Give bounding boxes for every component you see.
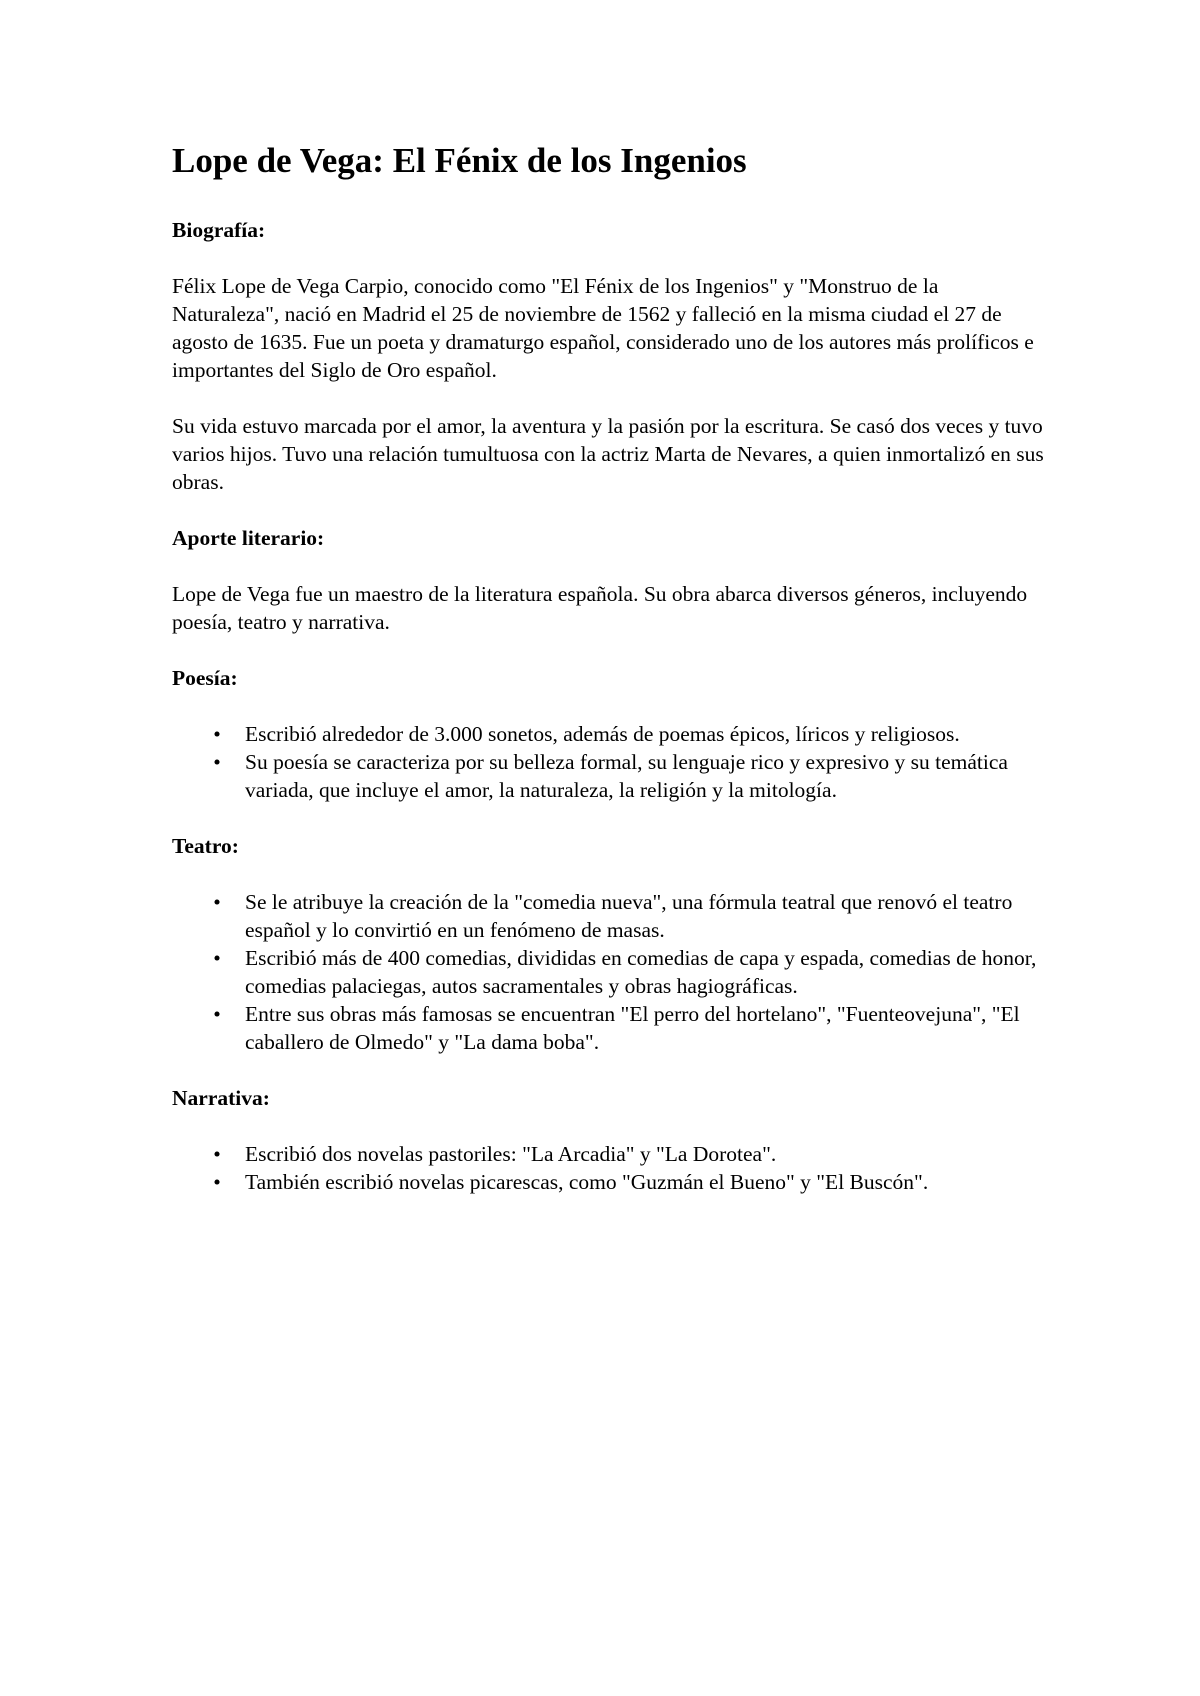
bullet-icon: •	[213, 1002, 221, 1026]
bullet-icon: •	[213, 946, 221, 970]
biografia-paragraph-1: Félix Lope de Vega Carpio, conocido como "El Fénix de los Ingenios" y "Monstruo de la Naturaleza", nació en Madrid el 25 de noviembre de 1562 y falleció en la misma ciudad el 27 de agosto de 1635. Fue un poeta y dramaturgo español, considerado uno de los autores más prolíficos e importantes del Siglo de Oro español.	[172, 274, 1034, 382]
section-heading-aporte-literario: Aporte literario:	[172, 526, 325, 550]
section-heading-teatro: Teatro:	[172, 834, 239, 858]
list-item-text: Escribió dos novelas pastoriles: "La Arcadia" y "La Dorotea".	[245, 1142, 777, 1166]
narrativa-list	[172, 1140, 1044, 1196]
poesia-list	[172, 720, 1044, 804]
list-item	[172, 1140, 1044, 1168]
list-item	[172, 1168, 1044, 1196]
bullet-icon: •	[213, 722, 221, 746]
list-item	[172, 720, 1044, 748]
aporte-literario-paragraph: Lope de Vega fue un maestro de la literatura española. Su obra abarca diversos géneros, incluyendo poesía, teatro y narrativa.	[172, 582, 1028, 634]
list-item-text: Entre sus obras más famosas se encuentran "El perro del hortelano", "Fuenteovejuna", "El caballero de Olmedo" y "La dama boba".	[245, 1002, 1020, 1054]
list-item-text: Escribió más de 400 comedias, divididas en comedias de capa y espada, comedias de honor, comedias palaciegas, autos sacramentales y obras hagiográficas.	[245, 946, 1037, 998]
bullet-icon: •	[213, 890, 221, 914]
document-page	[172, 140, 1044, 1224]
bullet-icon: •	[213, 1142, 221, 1166]
bullet-icon: •	[213, 1170, 221, 1194]
list-item-text: También escribió novelas picarescas, como "Guzmán el Bueno" y "El Buscón".	[245, 1170, 929, 1194]
document-title: Lope de Vega: El Fénix de los Ingenios	[172, 141, 747, 180]
biografia-paragraph-2: Su vida estuvo marcada por el amor, la aventura y la pasión por la escritura. Se casó dos veces y tuvo varios hijos. Tuvo una relación tumultuosa con la actriz Marta de Nevares, a quien inmortalizó en sus obras.	[172, 414, 1044, 494]
list-item	[172, 1000, 1044, 1056]
teatro-list	[172, 888, 1044, 1056]
list-item	[172, 888, 1044, 944]
list-item	[172, 944, 1044, 1000]
section-heading-narrativa: Narrativa:	[172, 1086, 270, 1110]
bullet-icon: •	[213, 750, 221, 774]
list-item-text: Se le atribuye la creación de la "comedia nueva", una fórmula teatral que renovó el teatro español y lo convirtió en un fenómeno de masas.	[245, 890, 1013, 942]
list-item-text: Su poesía se caracteriza por su belleza formal, su lenguaje rico y expresivo y su temática variada, que incluye el amor, la naturaleza, la religión y la mitología.	[245, 750, 1008, 802]
section-heading-biografia: Biografía:	[172, 218, 266, 242]
list-item-text: Escribió alrededor de 3.000 sonetos, además de poemas épicos, líricos y religiosos.	[245, 722, 960, 746]
section-heading-poesia: Poesía:	[172, 666, 238, 690]
list-item	[172, 748, 1044, 804]
